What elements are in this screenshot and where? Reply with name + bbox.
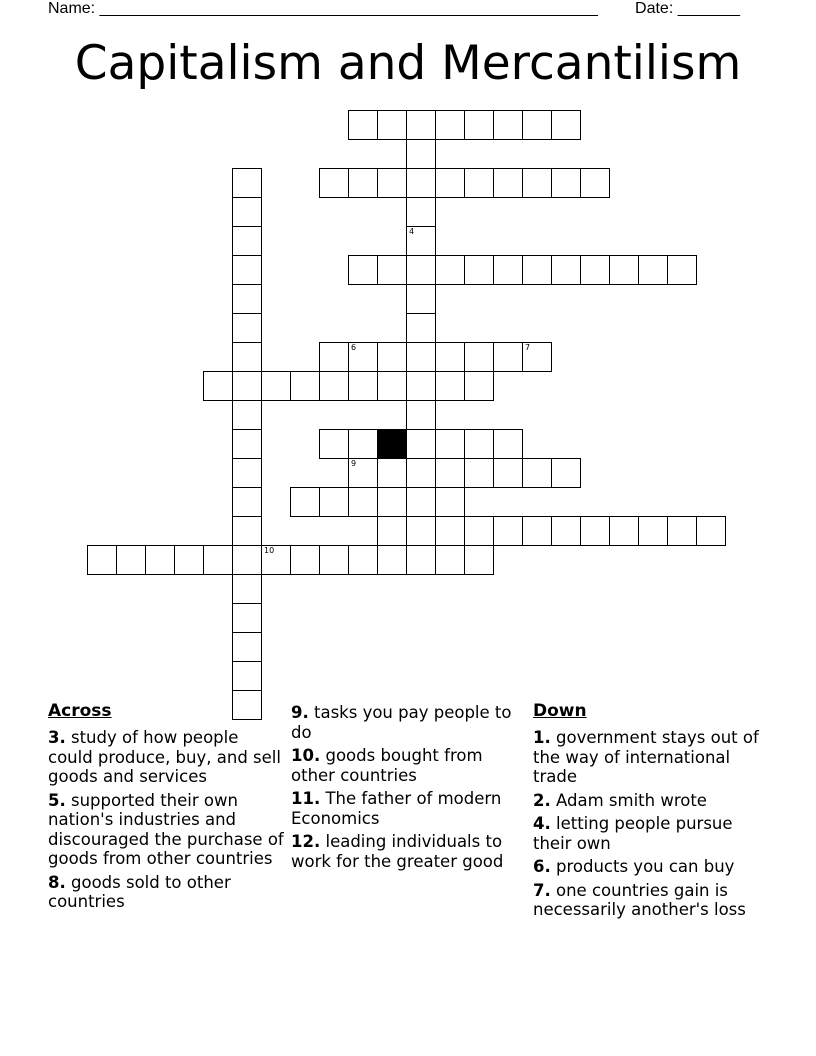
clue-text: one countries gain is necessarily another's loss — [533, 880, 746, 919]
grid-cell[interactable] — [609, 516, 639, 546]
grid-cell[interactable] — [667, 255, 697, 285]
grid-cell[interactable] — [464, 342, 494, 372]
grid-cell[interactable] — [406, 516, 436, 546]
grid-cell[interactable] — [493, 110, 523, 140]
grid-cell[interactable] — [406, 487, 436, 517]
down-clue — [533, 814, 773, 853]
grid-cell[interactable] — [551, 458, 581, 488]
grid-cell[interactable] — [348, 168, 378, 198]
clue-number: 5. — [48, 790, 66, 810]
grid-cell[interactable] — [174, 545, 204, 575]
grid-cell[interactable] — [232, 400, 262, 430]
grid-cell[interactable] — [348, 255, 378, 285]
grid-cell[interactable] — [406, 429, 436, 459]
grid-cell[interactable] — [522, 255, 552, 285]
down-clue — [533, 728, 773, 787]
grid-cell[interactable] — [406, 313, 436, 343]
grid-cell[interactable] — [435, 545, 465, 575]
grid-cell[interactable] — [377, 110, 407, 140]
grid-cell[interactable] — [667, 516, 697, 546]
grid-cell[interactable] — [348, 110, 378, 140]
grid-cell[interactable] — [319, 342, 349, 372]
across-clues-column-2 — [291, 703, 527, 875]
grid-cell[interactable] — [464, 371, 494, 401]
clue-number: 2. — [533, 790, 551, 810]
clue-number: 12. — [291, 832, 321, 851]
grid-cell[interactable] — [232, 516, 262, 546]
grid-cell[interactable] — [406, 197, 436, 227]
grid-cell[interactable] — [435, 516, 465, 546]
clue-number-label: 4 — [409, 227, 415, 236]
clue-number: 4. — [533, 814, 551, 833]
grid-cell[interactable] — [406, 342, 436, 372]
grid-cell[interactable] — [406, 139, 436, 169]
grid-cell[interactable] — [522, 168, 552, 198]
clue-number-label: 9 — [351, 459, 357, 468]
grid-cell[interactable] — [348, 458, 378, 488]
grid-cell[interactable] — [232, 313, 262, 343]
across-heading: Across — [48, 701, 112, 721]
clue-text: supported their own nation's industries and discouraged the purchase of goods from other countries — [48, 790, 284, 868]
grid-cell[interactable] — [435, 255, 465, 285]
grid-cell[interactable] — [232, 284, 262, 314]
grid-cell[interactable] — [435, 429, 465, 459]
clue-text: government stays out of the way of international trade — [533, 728, 759, 786]
grid-cell[interactable] — [406, 400, 436, 430]
grid-cell[interactable] — [377, 371, 407, 401]
header-line — [48, 0, 740, 20]
grid-cell[interactable] — [522, 458, 552, 488]
clue-text: The father of modern Economics — [291, 789, 502, 828]
grid-cell[interactable] — [406, 545, 436, 575]
grid-cell[interactable] — [261, 371, 291, 401]
grid-cell[interactable] — [232, 226, 262, 256]
grid-cell[interactable] — [464, 458, 494, 488]
grid-cell[interactable] — [406, 110, 436, 140]
grid-cell[interactable] — [406, 371, 436, 401]
grid-cell[interactable] — [232, 603, 262, 633]
grid-cell[interactable] — [464, 429, 494, 459]
across-clues-column — [48, 700, 284, 916]
grid-cell[interactable] — [348, 429, 378, 459]
grid-cell[interactable] — [435, 342, 465, 372]
grid-cell[interactable] — [464, 255, 494, 285]
grid-cell[interactable] — [435, 371, 465, 401]
grid-cell[interactable] — [232, 342, 262, 372]
clue-number: 7. — [533, 880, 551, 900]
grid-cell[interactable] — [348, 545, 378, 575]
grid-cell[interactable] — [87, 545, 117, 575]
clue-text: letting people pursue their own — [533, 814, 733, 853]
grid-cell[interactable] — [232, 574, 262, 604]
grid-cell[interactable] — [522, 342, 552, 372]
clue-number-label: 7 — [525, 343, 531, 352]
clue-number: 9. — [291, 703, 309, 722]
grid-cell[interactable] — [377, 168, 407, 198]
grid-cell[interactable] — [290, 545, 320, 575]
name-field-label[interactable]: Name: ________________________________________________________ — [48, 0, 598, 17]
grid-cell[interactable] — [348, 487, 378, 517]
grid-cell[interactable] — [232, 371, 262, 401]
grid-cell[interactable] — [464, 516, 494, 546]
grid-cell[interactable] — [261, 545, 291, 575]
clue-text: study of how people could produce, buy, and sell goods and services — [48, 728, 281, 786]
grid-cell[interactable] — [319, 545, 349, 575]
grid-cell[interactable] — [435, 458, 465, 488]
grid-cell[interactable] — [493, 342, 523, 372]
grid-cell[interactable] — [406, 255, 436, 285]
clue-number: 3. — [48, 728, 66, 747]
grid-cell[interactable] — [638, 516, 668, 546]
down-clues-column — [533, 700, 773, 924]
clue-number-label: 10 — [264, 546, 275, 555]
grid-cell[interactable] — [551, 110, 581, 140]
clue-number: 1. — [533, 728, 551, 747]
grid-cell[interactable] — [493, 458, 523, 488]
clue-text: Adam smith wrote — [550, 790, 707, 810]
grid-cell[interactable] — [406, 284, 436, 314]
grid-cell[interactable] — [232, 458, 262, 488]
across-clue — [291, 832, 527, 871]
grid-cell[interactable] — [435, 487, 465, 517]
grid-cell[interactable] — [464, 110, 494, 140]
grid-cell[interactable] — [580, 516, 610, 546]
clue-number: 6. — [533, 857, 551, 876]
clue-text: leading individuals to work for the greater good — [291, 832, 504, 871]
across-clue — [48, 873, 284, 912]
grid-cell[interactable] — [493, 429, 523, 459]
grid-cell[interactable] — [493, 168, 523, 198]
date-field-label[interactable]: Date: _______ — [635, 0, 740, 17]
grid-cell[interactable] — [203, 371, 233, 401]
grid-cell[interactable] — [145, 545, 175, 575]
grid-cell[interactable] — [638, 255, 668, 285]
across-clue — [48, 728, 284, 787]
grid-cell[interactable] — [319, 429, 349, 459]
grid-cell[interactable] — [116, 545, 146, 575]
grid-cell[interactable] — [232, 632, 262, 662]
black-square — [377, 429, 407, 459]
page-title: Capitalism and Mercantilism — [74, 36, 742, 91]
grid-cell[interactable] — [435, 168, 465, 198]
down-clue — [533, 857, 773, 877]
grid-cell[interactable] — [406, 458, 436, 488]
grid-cell[interactable] — [348, 342, 378, 372]
down-heading: Down — [533, 701, 587, 721]
grid-cell[interactable] — [232, 487, 262, 517]
grid-cell[interactable] — [522, 516, 552, 546]
grid-cell[interactable] — [203, 545, 233, 575]
grid-cell[interactable] — [551, 255, 581, 285]
grid-cell[interactable] — [377, 458, 407, 488]
across-clue — [291, 703, 527, 742]
grid-cell[interactable] — [696, 516, 726, 546]
grid-cell[interactable] — [348, 371, 378, 401]
grid-cell[interactable] — [232, 255, 262, 285]
grid-cell[interactable] — [522, 110, 552, 140]
grid-cell[interactable] — [377, 255, 407, 285]
grid-cell[interactable] — [319, 168, 349, 198]
across-clue — [291, 789, 527, 828]
grid-cell[interactable] — [232, 545, 262, 575]
grid-cell[interactable] — [319, 371, 349, 401]
grid-cell[interactable] — [464, 168, 494, 198]
grid-cell[interactable] — [464, 545, 494, 575]
across-clue — [291, 746, 527, 785]
grid-cell[interactable] — [377, 487, 407, 517]
grid-cell[interactable] — [406, 226, 436, 256]
grid-cell[interactable] — [319, 487, 349, 517]
clue-text: products you can buy — [550, 857, 735, 876]
across-clue — [48, 791, 284, 869]
grid-cell[interactable] — [232, 168, 262, 198]
clue-number: 8. — [48, 872, 66, 892]
grid-cell[interactable] — [580, 168, 610, 198]
grid-cell[interactable] — [580, 255, 610, 285]
grid-cell[interactable] — [551, 168, 581, 198]
grid-cell[interactable] — [232, 429, 262, 459]
grid-cell[interactable] — [232, 197, 262, 227]
grid-cell[interactable] — [232, 661, 262, 691]
grid-cell[interactable] — [493, 255, 523, 285]
grid-cell[interactable] — [609, 255, 639, 285]
clue-number: 10. — [291, 746, 321, 765]
grid-cell[interactable] — [406, 168, 436, 198]
clue-number: 11. — [291, 789, 321, 808]
grid-cell[interactable] — [435, 110, 465, 140]
grid-cell[interactable] — [377, 545, 407, 575]
clue-number-label: 6 — [351, 343, 357, 352]
grid-cell[interactable] — [377, 516, 407, 546]
clue-text: tasks you pay people to do — [291, 703, 512, 742]
grid-cell[interactable] — [377, 342, 407, 372]
grid-cell[interactable] — [493, 516, 523, 546]
clue-text: goods bought from other countries — [291, 746, 483, 785]
down-clue — [533, 881, 773, 920]
grid-cell[interactable] — [290, 371, 320, 401]
down-clue — [533, 791, 773, 811]
grid-cell[interactable] — [290, 487, 320, 517]
grid-cell[interactable] — [551, 516, 581, 546]
clue-text: goods sold to other countries — [48, 872, 231, 911]
